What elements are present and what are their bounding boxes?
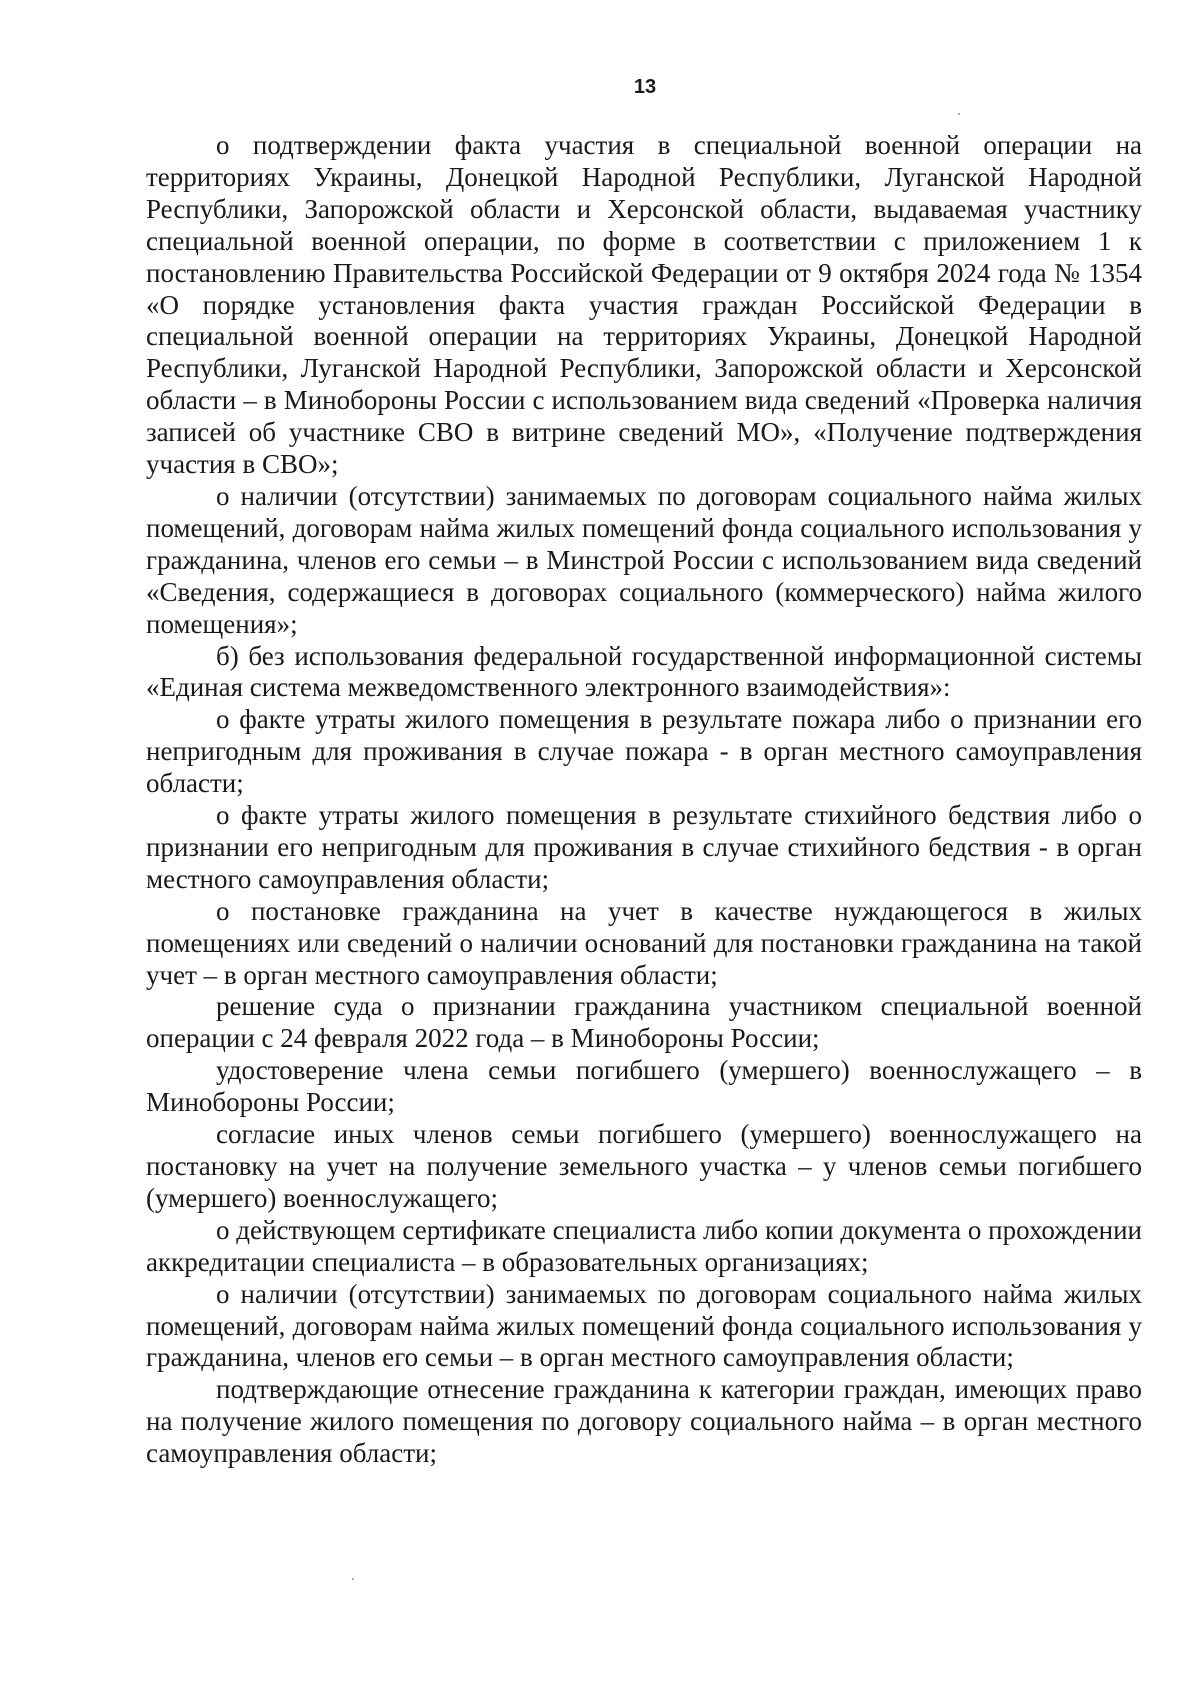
paragraph-social-housing-minstroy: о наличии (отсутствии) занимаемых по договорам социального найма жилых помещений, договорам найма жилых помещений фонда социального использования у гражданина, членов его семьи – в Минстрой России с использованием вида сведений «Сведения, содержащиеся в договорах социального (коммерческого) найма жилого помещения»; bbox=[146, 480, 1142, 639]
page-number: 13 bbox=[633, 76, 657, 98]
paragraph-housing-registration: о постановке гражданина на учет в качестве нуждающегося в жилых помещениях или сведений о наличии оснований для постановки гражданина на такой учет – в орган местного самоуправления области; bbox=[146, 895, 1142, 990]
document-body bbox=[146, 130, 1142, 1470]
scan-speck bbox=[958, 113, 960, 115]
paragraph-svo-participation: о подтверждении факта участия в специальной военной операции на территориях Украины, Донецкой Народной Республики, Луганской Народной Республики, Запорожской области и Херсонской области, выдаваемая участнику специальной военной операции, по форме в соответствии с приложением 1 к постановлению Правительства Российской Федерации от 9 октября 2024 года № 1354 «О порядке установления факта участия граждан Российской Федерации в специальной военной операции на территориях Украины, Донецкой Народной Республики, Луганской Народной Республики, Запорожской области и Херсонской области – в Минобороны России с использованием вида сведений «Проверка наличия записей об участнике СВО в витрине сведений МО», «Получение подтверждения участия в СВО»; bbox=[146, 130, 1142, 480]
paragraph-category-confirmation: подтверждающие отнесение гражданина к категории граждан, имеющих право на получение жилого помещения по договору социального найма – в орган местного самоуправления области; bbox=[146, 1374, 1142, 1469]
paragraph-family-consent: согласие иных членов семьи погибшего (умершего) военнослужащего на постановку на учет на получение земельного участка – у членов семьи погибшего (умершего) военнослужащего; bbox=[146, 1119, 1142, 1213]
paragraph-without-smev: б) без использования федеральной государственной информационной системы «Единая система межведомственного электронного взаимодействия»: bbox=[146, 640, 1142, 703]
paragraph-disaster-loss: о факте утраты жилого помещения в результате стихийного бедствия либо о признании его непригодным для проживания в случае стихийного бедствия - в орган местного самоуправления области; bbox=[146, 800, 1142, 894]
paragraph-family-certificate: удостоверение члена семьи погибшего (умершего) военнослужащего – в Минобороны России; bbox=[146, 1055, 1142, 1118]
paragraph-social-housing-local: о наличии (отсутствии) занимаемых по договорам социального найма жилых помещений, договорам найма жилых помещений фонда социального использования у гражданина, членов его семьи – в орган местного самоуправления области; bbox=[146, 1278, 1142, 1373]
paragraph-specialist-certificate: о действующем сертификате специалиста либо копии документа о прохождении аккредитации специалиста – в образовательных организациях; bbox=[146, 1214, 1142, 1277]
paragraph-fire-loss: о факте утраты жилого помещения в результате пожара либо о признании его непригодным для проживания в случае пожара - в орган местного самоуправления области; bbox=[146, 704, 1142, 799]
paragraph-court-decision: решение суда о признании гражданина участником специальной военной операции с 24 февраля 2022 года – в Минобороны России; bbox=[146, 991, 1142, 1054]
scan-speck bbox=[352, 1578, 354, 1580]
